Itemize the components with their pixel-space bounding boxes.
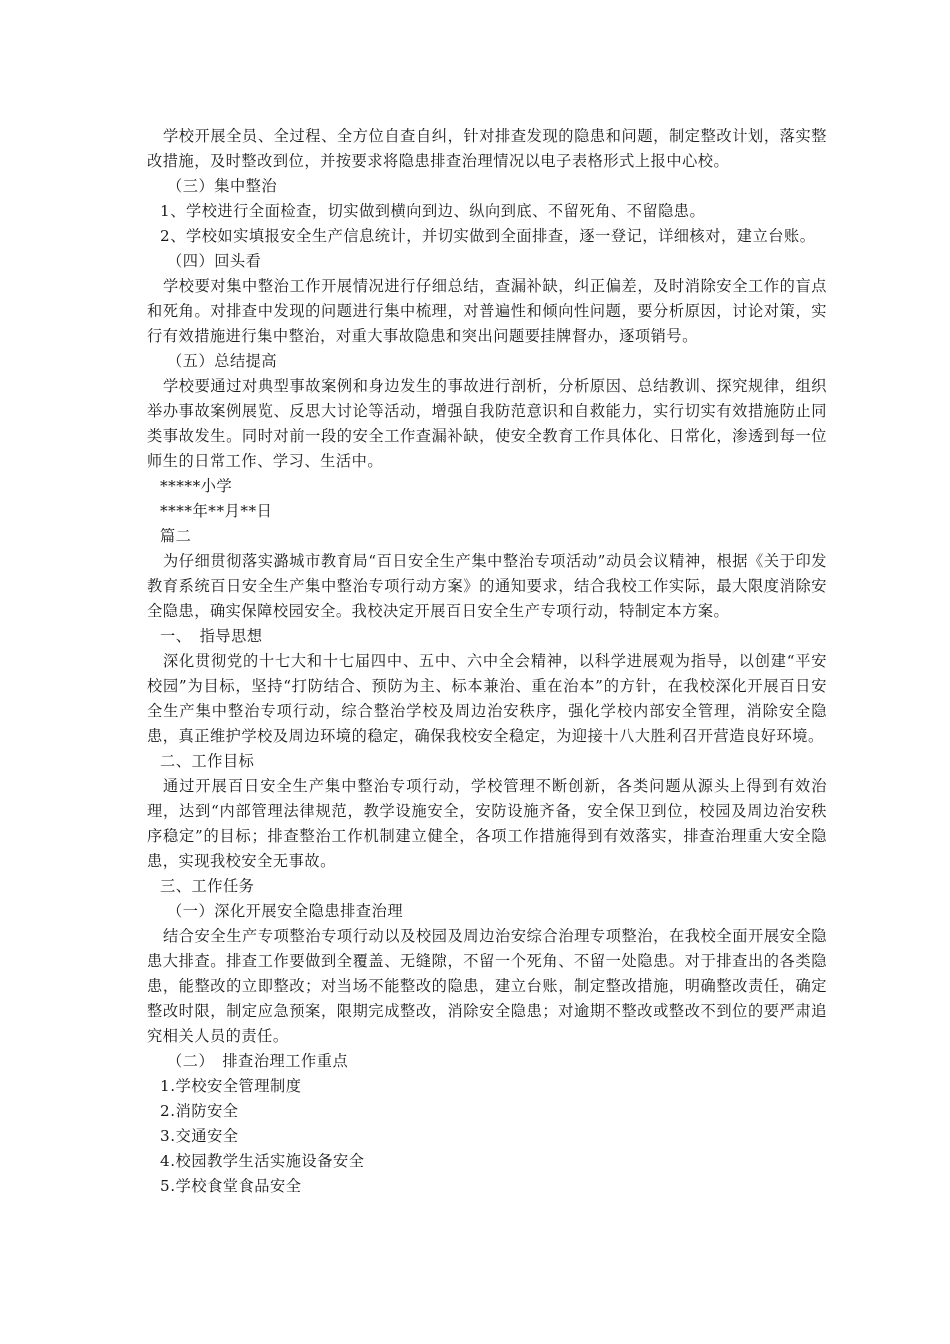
paragraph-self-inspection: 学校开展全员、全过程、全方位自查自纠，针对排查发现的隐患和问题，制定整改计划，落实整改措施，及时整改到位，并按要求将隐患排查治理情况以电子表格形式上报中心校。 bbox=[147, 127, 827, 170]
heading-key-points: （二） 排查治理工作重点 bbox=[167, 1052, 349, 1070]
paragraph-look-back: 学校要对集中整治工作开展情况进行仔细总结，查漏补缺，纠正偏差，及时消除安全工作的盲点和死角。对排查中发现的问题进行集中梳理，对普遍性和倾向性问题，要分析原因，讨论对策，实行有效措施进行集中整治，对重大事故隐患和突出问题要挂牌督办，逐项销号。 bbox=[147, 277, 827, 345]
signature-school: *****小学 bbox=[160, 477, 233, 495]
list-item: 4.校园教学生活实施设备安全 bbox=[160, 1152, 365, 1170]
heading-work-tasks: 三、工作任务 bbox=[160, 877, 255, 895]
list-item: 1.学校安全管理制度 bbox=[160, 1077, 302, 1095]
heading-hazard-investigation: （一）深化开展安全隐患排查治理 bbox=[167, 902, 404, 920]
paragraph-work-goal: 通过开展百日安全生产集中整治专项行动，学校管理不断创新，各类问题从源头上得到有效治理，达到“内部管理法律规范，教学设施安全，安防设施齐备，安全保卫到位，校园及周边治安秩序稳定”的目标；排查整治工作机制建立健全，各项工作措施得到有效落实，排查治理重大安全隐患，实现我校安全无事故。 bbox=[147, 777, 827, 870]
document-page bbox=[147, 124, 827, 1199]
section-title-part-two: 篇二 bbox=[160, 527, 192, 545]
paragraph-hazard-investigation: 结合安全生产专项整治专项行动以及校园及周边治安综合治理专项整治，在我校全面开展安全隐患大排查。排查工作要做到全覆盖、无缝隙，不留一个死角、不留一处隐患。对于排查出的各类隐患，能整改的立即整改；对当场不能整改的隐患，建立台账，制定整改措施，明确整改责任，确定整改时限，制定应急预案，限期完成整改，消除安全隐患；对逾期不整改或整改不到位的要严肃追究相关人员的责任。 bbox=[147, 927, 827, 1045]
list-item: 3.交通安全 bbox=[160, 1127, 239, 1145]
paragraph-intro: 为仔细贯彻落实潞城市教育局“百日安全生产集中整治专项活动”动员会议精神，根据《关于印发教育系统百日安全生产集中整治专项行动方案》的通知要求，结合我校工作实际，最大限度消除安全隐患，确实保障校园安全。我校决定开展百日安全生产专项行动，特制定本方案。 bbox=[147, 552, 827, 620]
paragraph-guiding-thought: 深化贯彻党的十七大和十七届四中、五中、六中全会精神，以科学进展观为指导，以创建“平安校园”为目标，坚持“打防结合、预防为主、标本兼治、重在治本”的方针，在我校深化开展百日安全生产集中整治专项行动，综合整治学校及周边治安秩序，强化学校内部安全管理，消除安全隐患，真正维护学校及周边环境的稳定，确保我校安全稳定，为迎接十八大胜利召开营造良好环境。 bbox=[147, 652, 827, 745]
list-item: 1、学校进行全面检查，切实做到横向到边、纵向到底、不留死角、不留隐患。 bbox=[160, 202, 706, 220]
heading-work-goal: 二、工作目标 bbox=[160, 752, 255, 770]
list-item: 5.学校食堂食品安全 bbox=[160, 1177, 302, 1195]
list-item: 2.消防安全 bbox=[160, 1102, 239, 1120]
paragraph-summary: 学校要通过对典型事故案例和身边发生的事故进行剖析，分析原因、总结教训、探究规律，组织举办事故案例展览、反思大讨论等活动，增强自我防范意识和自救能力，实行切实有效措施防止同类事故发生。同时对前一段的安全工作查漏补缺，使安全教育工作具体化、日常化，渗透到每一位师生的日常工作、学习、生活中。 bbox=[147, 377, 827, 470]
heading-centralized-rectification: （三）集中整治 bbox=[167, 177, 278, 195]
list-item: 2、学校如实填报安全生产信息统计，并切实做到全面排查，逐一登记，详细核对，建立台账。 bbox=[160, 227, 816, 245]
heading-guiding-thought: 一、 指导思想 bbox=[160, 627, 263, 645]
signature-date: ****年**月**日 bbox=[160, 502, 273, 520]
heading-look-back: （四）回头看 bbox=[167, 252, 262, 270]
heading-summary: （五）总结提高 bbox=[167, 352, 278, 370]
